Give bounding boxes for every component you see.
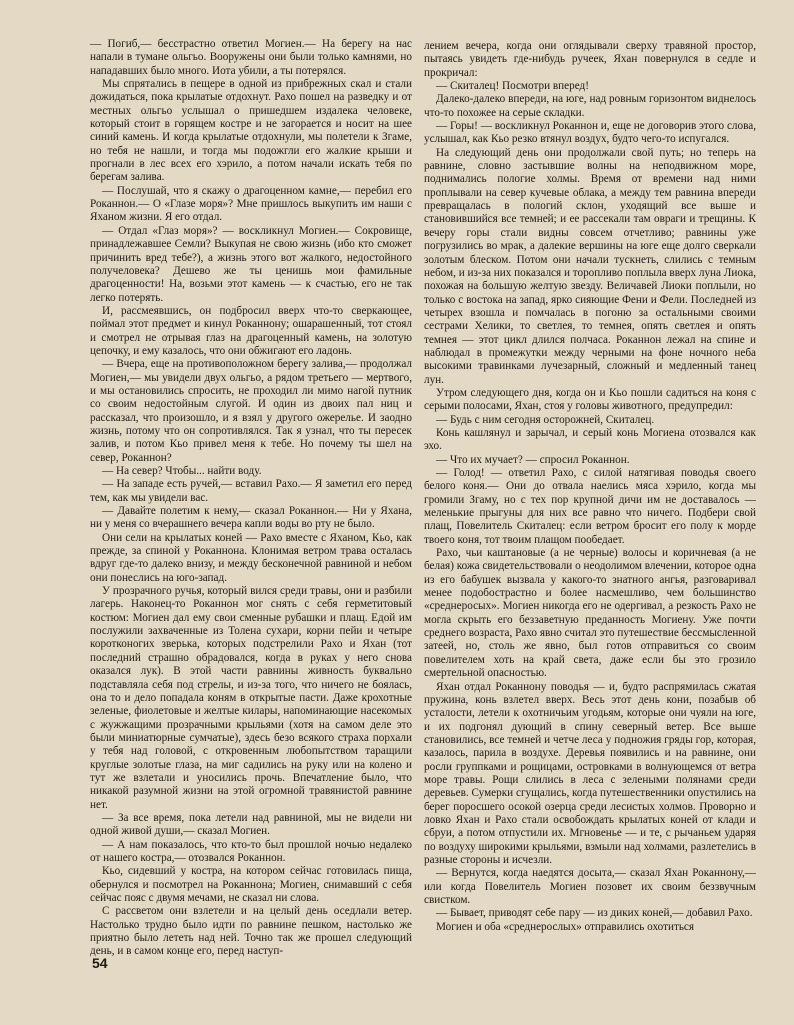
paragraph: Конь кашлянул и зарычал, и серый конь Могиена отозвался как эхо. — [424, 426, 756, 453]
paragraph: — А нам показалось, что кто-то был прошлой ночью недалеко от нашего костра,— отозвался Роканнон. — [90, 838, 412, 864]
paragraph: — Голод! — ответил Рахо, с силой натягивая поводья своего белого коня.— Они до отвала наелись мяса хэрило, когда мы громили Згаму, но с тех пор крупной дичи им не доставалось — меленькие прыгуны для них все равно что ничего. Подбери свой плащ, Повелитель Скиталец: если ветром бросит его полу к морде твоего коня, тот твоим плащом пообедает. — [424, 467, 756, 546]
paragraph: — Что их мучает? — спросил Роканнон. — [436, 453, 630, 466]
paragraph: Могиен и оба «среднерослых» отправились охотиться — [436, 920, 695, 933]
paragraph: лением вечера, когда они оглядывали сверху травяной простор, пытаясь увидеть где-нибудь ручеек, Яхан повернулся в седле и прокричал: — [424, 40, 756, 79]
paragraph: — На западе есть ручей,— вставил Рахо.— Я заметил его перед тем, как мы увидели вас. — [90, 478, 412, 504]
paragraph: — Горы! — воскликнул Роканнон и, еще не договорив этого слова, услышал, как Кьо резко втянул воздух, будто чего-то испугался. — [424, 120, 756, 146]
paragraph: И, рассмеявшись, он подбросил вверх что-то сверкающее, поймал этот предмет и кинул Роканнону; ошарашенный, тот стоял и смотрел не отрывая глаз на драгоценный камень, на золотую цепочку, и ему казалось, что они обжигают его ладонь. — [90, 304, 412, 357]
paragraph: Мы спрятались в пещере в одной из прибрежных скал и стали дожидаться, пока крылатые отдохнут. Рахо пошел на разведку и от местных ольгьо услышал о пришедшем издалека человеке, который стоит в горящем костре и не загорается и носит на шее синий камень. И когда крылатые отдохнули, мы полетели к Згаме, но тебя не нашли, и тогда мы подожгли его жалкие крыши и прогнали в лес всех его хэрило, а потом начали искать тебя по берегам залива. — [90, 78, 412, 184]
paragraph: На следующий день они продолжали свой путь; но теперь на равнине, словно застывшие волны на неподвижном море, поднимались пологие холмы. Время от времени над ними проплывали на север кучевые облака, а между тем равнина впереди превращалась в пологий склон, уходящий все выше и становившийся все темней; и ее рассекали там овраги и трещины. К вечеру горы стали видны совсем отчетливо; равнины уже погрузились во мрак, а далекие вершины на юге еще долго сверкали золотым блеском. Потом они начали тускнеть, слились с темным небом, и из-за них показался и торопливо поплыла вверх луна Лиока, похожая на большую желтую звезду. Величавей Лиоки поплыли, но только с востока на запад, ярко сияющие Фени и Фели. Последней из четырех взошла и помчалась в погоню за остальными своими сестрами Хелики, то светлея, то темнея, опять светлея и опять темнея — этот цикл длился полчаса. Роканнон лежал на спине и наблюдал в промежутки между черными на фоне ночного неба высокими травинками лучезарный, сложный и медленный танец лун. — [424, 146, 756, 386]
paragraph: — На север? Чтобы... найти воду. — [102, 465, 262, 477]
paragraph: Яхан отдал Роканнону поводья — и, будто распрямилась сжатая пружина, конь взлетел вверх. Весь этот день кони, позабыв об усталости, летели к охотничьим угодьям, которые они чуяли на юге, и их подгонял дующий в спину северный ветер. Все выше становились, все темней и четче леса у подножия гряды гор, которая, казалось, парила в воздухе. Деревья появились и на равнине, они росли группками и рощицами, островками в волнующемся от ветра море травы. Рощи слились в леса с зелеными полянами среди деревьев. Сумерки сгущались, когда путешественники опустились на берег поросшего осокой озерца среди лесистых холмов. Проворно и ловко Яхан и Рахо стали освобождать крылатых коней от клади и сбруи, а потом отпустили их. Мгновенье — и те, с рычаньем ударяя по воздуху широкими крыльями, взмыли над холмами, разлетелись в разные стороны и исчезли. — [424, 680, 756, 866]
paragraph: Рахо, чьи каштановые (а не черные) волосы и коричневая (а не белая) кожа свидетельствовали о неодолимом влечении, которое одна из его бабушек вызвала у какого-то знатного ангья, разговаривал менее подобострастно и более насмешливо, чем большинство «среднеросых». Могиен никогда его не одергивал, а резкость Рахо не могла скрыть его беззаветную преданность Могиену. Уже почти среднего возраста, Рахо явно считал это путешествие бессмысленной затеей, но, столь же явно, был готов отправиться со своим повелителем хоть на край света, даже если бы это грозило смертельной опасностью. — [424, 547, 756, 680]
paragraph: С рассветом они взлетели и на целый день оседлали ветер. Настолько трудно было идти по равнине пешком, настолько же приятно было лететь над ней. Точно так же прошел следующий день, и в самом конце его, перед наступ- — [90, 905, 412, 958]
paragraph: Утром следующего дня, когда он и Кьо пошли садиться на коня с серыми полосами, Яхан, стоя у головы животного, предупредил: — [424, 386, 756, 413]
paragraph: — Отдал «Глаз моря»? — воскликнул Могиен.— Сокровище, принадлежавшее Семли? Выкупая не свою жизнь (ибо кто сможет причинить вред тебе?), а жизнь этого вот жалкого, недостойного получеловека? Дешево же ты ценишь мои фамильные драгоценности! На, возьми этот камень — к счастью, его не так легко потерять. — [90, 224, 412, 304]
page-number: 54 — [92, 955, 108, 971]
left-text-column — [90, 38, 412, 958]
paragraph: — Послушай, что я скажу о драгоценном камне,— перебил его Роканнон.— О «Глазе моря»? Мне пришлось выкупить им наши с Яханом жизни. Я его отдал. — [90, 184, 412, 224]
paragraph: — Погиб,— бесстрастно ответил Могиен.— На берегу на нас напали в тумане ольгьо. Вооружены они были только камнями, но нападавших было много. Иота убили, а ты потерялся. — [90, 38, 412, 77]
paragraph: — Скиталец! Посмотри вперед! — [436, 80, 589, 93]
paragraph: — Бывает, приводят себе пару — из диких коней,— добавил Рахо. — [436, 907, 753, 920]
paragraph: — Вернутся, когда наедятся досыта,— сказал Яхан Роканнону,— или когда Повелитель Могиен позовет их своим беззвучным свистком. — [424, 867, 756, 906]
paragraph: Кьо, сидевший у костра, на котором сейчас готовилась пища, обернулся и посмотрел на Роканнона; Могиен, снимавший с себя сейчас пояс с двумя мечами, не сказал ни слова. — [90, 865, 412, 904]
paragraph: — Будь с ним сегодня осторожней, Скиталец. — [436, 413, 655, 426]
paragraph: — Вчера, еще на противоположном берегу залива,— продолжал Могиен,— мы увидели двух ольгьо, а рядом третьего — мертвого, и мы остановились спросить, не проходил ли мимо нагой путник со своим недостойным слугой. И один из двоих пал ниц и рассказал, что произошло, и я взял у другого ожерелье. И заодно жизнь, потому что он сопротивлялся. Так я узнал, что ты пересек залив, и потом Кьо привел меня к тебе. Но почему ты шел на север, Роканнон? — [90, 358, 412, 464]
paragraph: Они сели на крылатых коней — Рахо вместе с Яханом, Кьо, как прежде, за спиной у Роканнона. Клонимая ветром трава осталась вдруг где-то далеко внизу, и между бесконечной равниной и небом они понеслись на юго-запад. — [90, 531, 412, 584]
paragraph: — Давайте полетим к нему,— сказал Роканнон.— Ни у Яхана, ни у меня со вчерашнего вечера капли воды во рту не было. — [90, 505, 412, 531]
right-text-column — [424, 40, 756, 952]
paragraph: У прозрачного ручья, который вился среди травы, они и разбили лагерь. Наконец-то Роканнон мог снять с себя герметитовый костюм: Могиен дал ему свои сменные рубашки и плащ. Едой им послужили захваченные из Толена сухари, корни пейи и четыре коротконогих зверька, которых подстрелили Рахо и Яхан (тот последний страшно обрадовался, когда в руках у него снова оказался лук). В этой части равнины живность буквально подставляла себя под стрелы, и из-за того, что ничего не боялась, она то и дело попадала коням в открытые пасти. Даже крохотные зеленые, фиолетовые и желтые килары, напоминающие насекомых с жужжащими прозрачными крыльями (хотя на самом деле это были миниатюрные сумчатые), здесь безо всякого страха порхали у тебя над головой, с откровенным любопытством таращили круглые золотые глаза, на миг садились на руку или на колено и тут же взлетали и уносились прочь. Впечатление было, что никакой разумной жизни на этой огромной травянистой равнине нет. — [90, 585, 412, 811]
paragraph: Далеко-далеко впереди, на юге, над ровным горизонтом виднелось что-то похожее на серые складки. — [424, 93, 756, 119]
paragraph: — За все время, пока летели над равниной, мы не видели ни одной живой души,— сказал Могиен. — [90, 811, 412, 838]
